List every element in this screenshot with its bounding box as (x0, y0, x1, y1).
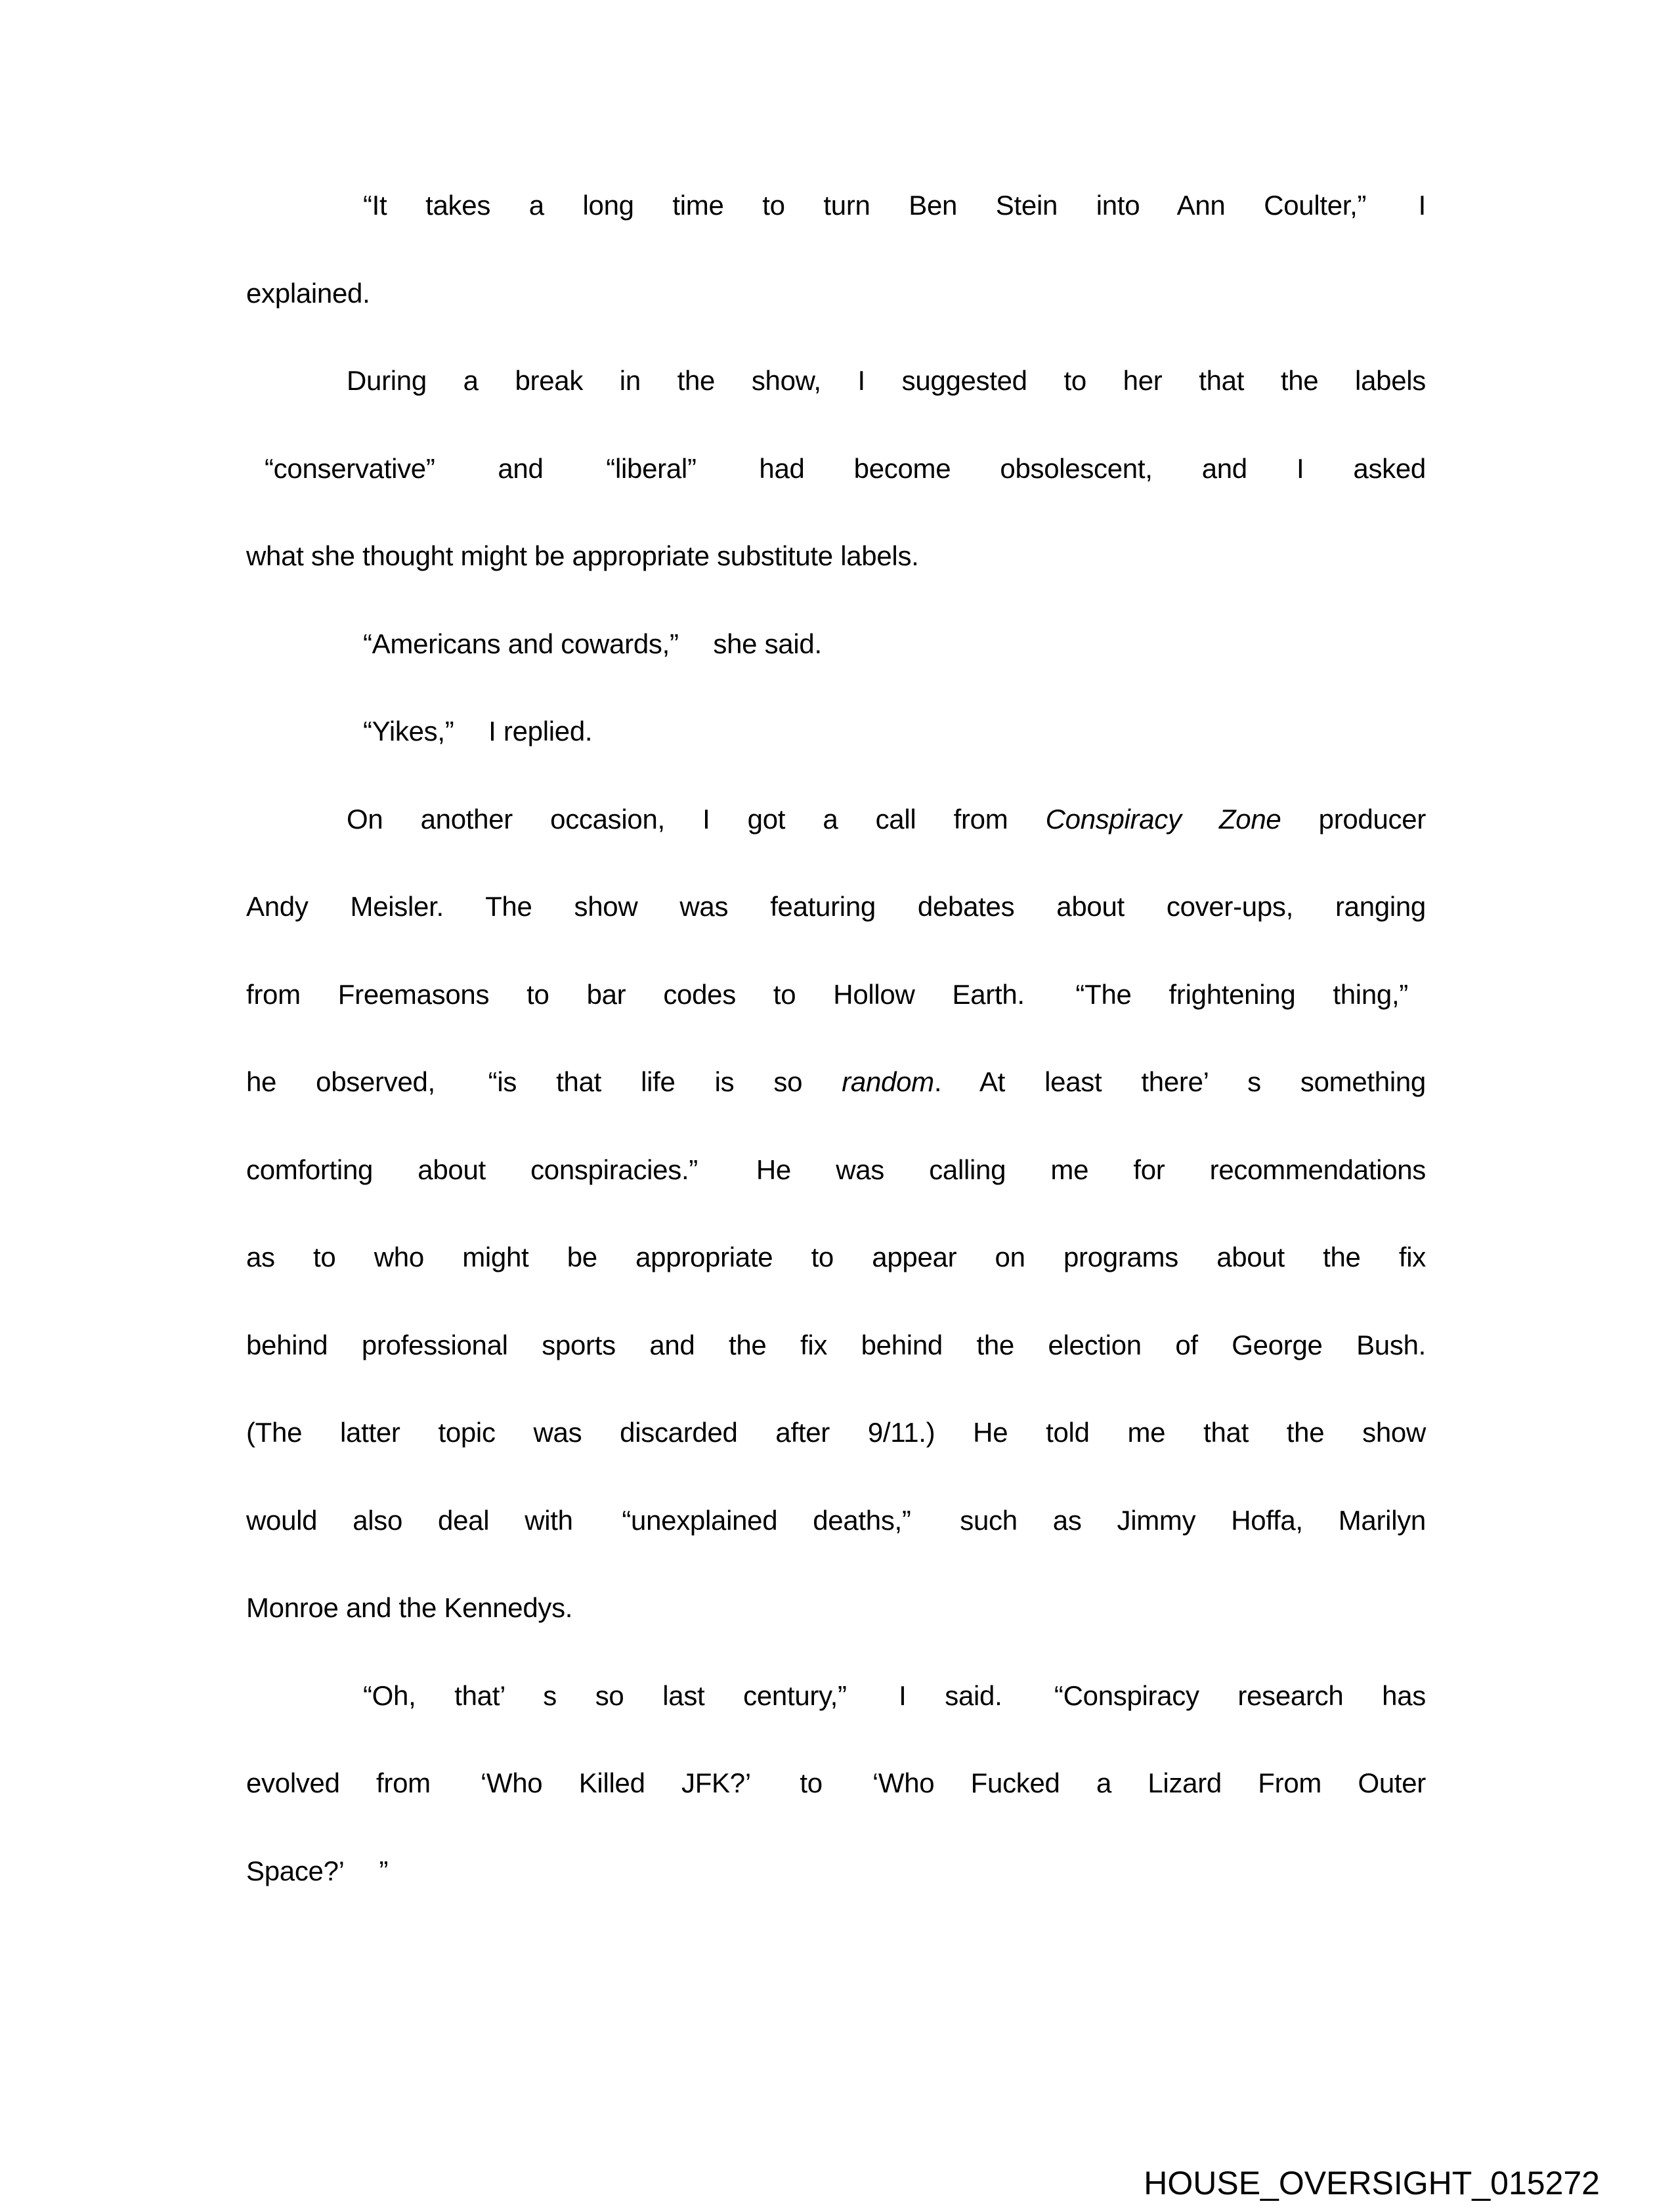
text-line (246, 951, 1408, 1039)
text-line (363, 687, 1426, 775)
text-segment: “Yikes,” I replied. (363, 716, 593, 747)
text-segment: During a break in the show, I suggested to her that the labels (347, 365, 1426, 396)
text-segment: “Americans and cowards,” she said. (363, 628, 822, 659)
text-line (246, 1477, 1426, 1565)
text-line (363, 1652, 1426, 1740)
text-line (347, 775, 1426, 863)
text-segment: evolved from ‘Who Killed JFK?’ to ‘Who Fucked a Lizard From Outer (246, 1767, 1426, 1798)
text-line (246, 863, 1426, 951)
text-line (246, 1564, 1426, 1652)
text-line (246, 1389, 1426, 1477)
text-segment: (The latter topic was discarded after 9/11.) He told me that the show (246, 1417, 1426, 1448)
italic-text-segment: random (842, 1066, 934, 1097)
text-segment: Monroe and the Kennedys. (246, 1592, 573, 1623)
text-line (246, 249, 1426, 337)
text-segment: “Oh, that’ s so last century,” I said. “Conspiracy research has (363, 1680, 1426, 1711)
text-line (347, 337, 1426, 425)
text-segment: Space?’ ” (246, 1855, 389, 1886)
text-segment: behind professional sports and the fix behind the election of George Bush. (246, 1329, 1426, 1360)
text-segment: Andy Meisler. The show was featuring debates about cover-ups, ranging (246, 891, 1426, 922)
text-line (265, 425, 1426, 513)
text-segment: . At least there’ s something (934, 1066, 1426, 1097)
text-segment: would also deal with “unexplained deaths,” such as Jimmy Hoffa, Marilyn (246, 1504, 1426, 1536)
text-line (246, 1038, 1426, 1126)
text-segment: comforting about conspiracies.” He was calling me for recommendations (246, 1154, 1426, 1185)
text-segment: what she thought might be appropriate substitute labels. (246, 540, 919, 571)
text-segment: he observed, “is that life is so (246, 1066, 842, 1097)
text-line (246, 1827, 1426, 1915)
text-line (246, 1213, 1426, 1301)
text-line (246, 1301, 1426, 1389)
italic-text-segment: Conspiracy Zone (1045, 803, 1281, 835)
bates-stamp: HOUSE_OVERSIGHT_015272 (1144, 2165, 1600, 2201)
text-segment: as to who might be appropriate to appear on programs about the fix (246, 1242, 1426, 1272)
text-segment: On another occasion, I got a call from (347, 803, 1046, 835)
text-segment: “conservative” and “liberal” had become obsolescent, and I asked (265, 452, 1426, 484)
text-line (246, 1126, 1426, 1214)
text-segment: “It takes a long time to turn Ben Stein into Ann Coulter,” I (363, 190, 1426, 221)
text-line (363, 162, 1426, 249)
text-segment: producer (1281, 803, 1426, 835)
text-segment: from Freemasons to bar codes to Hollow Earth. “The frightening thing,” (246, 978, 1408, 1010)
text-line (246, 512, 1426, 600)
text-segment: explained. (246, 277, 370, 309)
text-line (363, 600, 1426, 688)
text-line (246, 1739, 1426, 1827)
